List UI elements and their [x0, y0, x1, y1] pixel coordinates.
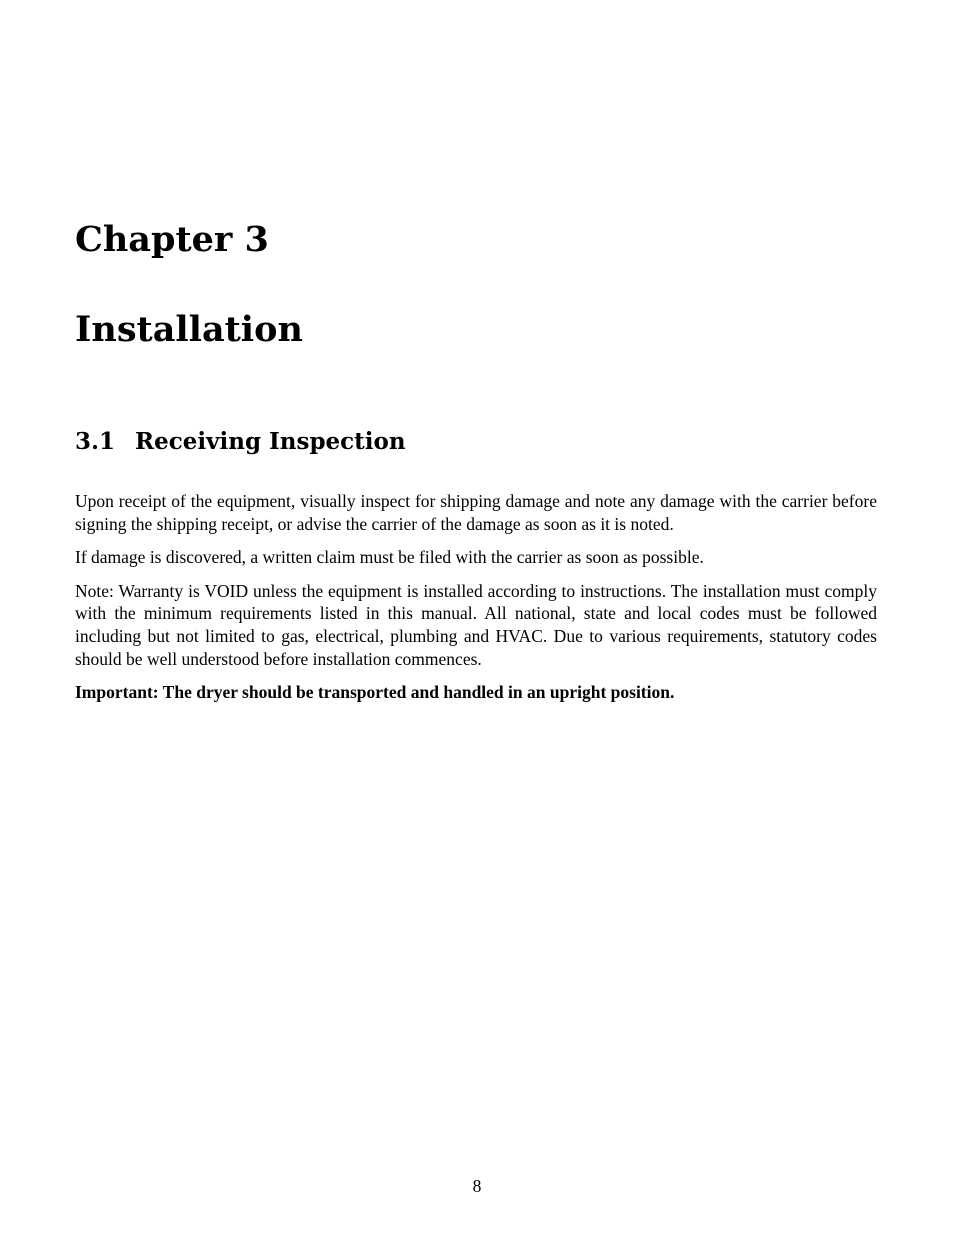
page-number: 8 [472, 1176, 482, 1196]
paragraph-receipt-inspection: Upon receipt of the equipment, visually inspect for shipping damage and note any damage with the carrier before signing the shipping receipt, or advise the carrier of the damage as soon as it is noted. [75, 491, 877, 534]
section-number: 3.1 [75, 428, 116, 455]
paragraph-warranty-note: Note: Warranty is VOID unless the equipment is installed according to instructions. The installation must comply with the minimum requirements listed in this manual. All national, state and local codes must be followed including but not limited to gas, electrical, plumbing and HVAC. Due to various requirements, statutory codes should be well understood before installation commences. [75, 580, 877, 669]
body-text [75, 490, 877, 715]
paragraph-damage-claim: If damage is discovered, a written claim must be filed with the carrier as soon as possible. [75, 547, 704, 568]
section-heading [75, 427, 406, 457]
section-title: Receiving Inspection [135, 428, 406, 455]
important-notice: Important: The dryer should be transported and handled in an upright position. [75, 682, 675, 703]
chapter-label: Chapter 3 [75, 219, 269, 260]
chapter-title: Installation [75, 309, 303, 350]
